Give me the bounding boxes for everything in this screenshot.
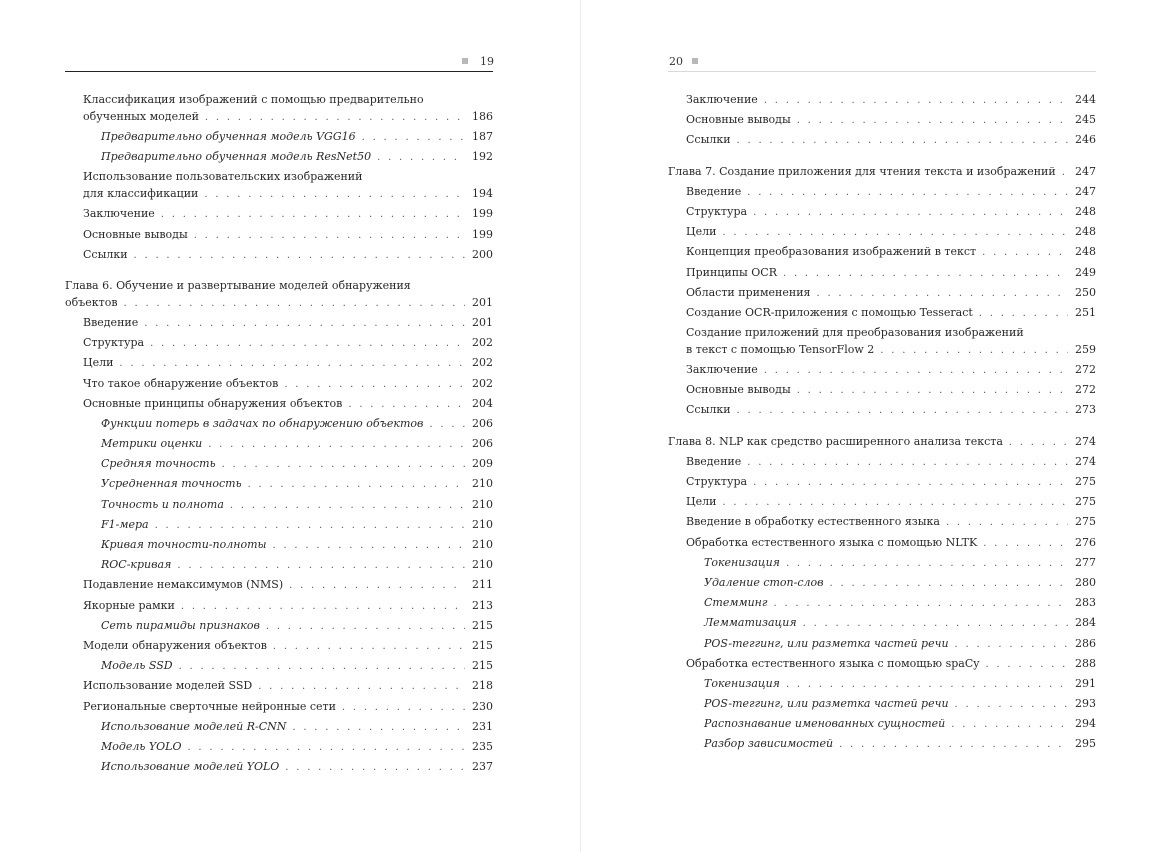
- toc-page-number: 210: [472, 497, 493, 511]
- leader-dots: [362, 131, 465, 145]
- toc-entry-label: Подавление немаксимумов (NMS): [83, 578, 284, 592]
- leader-dots: [979, 307, 1068, 321]
- leader-dots: [150, 337, 465, 351]
- toc-entry-line1: Классификация изображений с помощью предварительно: [83, 93, 424, 106]
- toc-entry[interactable]: [65, 207, 493, 227]
- leader-dots: [722, 226, 1068, 240]
- toc-entry-label: Усредненная точность: [101, 477, 242, 491]
- toc-entry-label: Принципы OCR: [686, 265, 778, 279]
- toc-entry[interactable]: [65, 228, 493, 248]
- toc-page-number: 245: [1075, 113, 1096, 127]
- toc-page-number: 248: [1075, 225, 1096, 239]
- toc-entry-label: Использование моделей YOLO: [101, 760, 280, 774]
- leader-dots: [161, 208, 465, 222]
- toc-entry[interactable]: [65, 130, 493, 150]
- toc-entry[interactable]: [668, 576, 1096, 596]
- toc-entry-label: Ссылки: [686, 133, 731, 147]
- header-rule: [668, 71, 1096, 72]
- toc-entry[interactable]: [668, 113, 1096, 133]
- leader-dots: [786, 557, 1068, 571]
- toc-page-number: 199: [472, 227, 493, 241]
- toc-entry[interactable]: [668, 225, 1096, 245]
- toc-entry[interactable]: [668, 286, 1096, 306]
- leader-dots: [177, 559, 465, 573]
- toc-page-number: 210: [472, 517, 493, 531]
- leader-dots: [839, 738, 1068, 752]
- toc-entry-label: Модель YOLO: [101, 739, 182, 753]
- leader-dots: [285, 761, 465, 775]
- toc-entry[interactable]: [65, 558, 493, 578]
- leader-dots: [292, 721, 465, 735]
- toc-entry-label: Структура: [686, 204, 748, 218]
- toc-page-number: 284: [1075, 616, 1096, 630]
- toc-page-number: 211: [472, 578, 493, 592]
- leader-dots: [985, 658, 1068, 672]
- toc-entry[interactable]: [668, 637, 1096, 657]
- toc-entry[interactable]: [65, 248, 493, 268]
- leader-dots: [342, 701, 465, 715]
- toc-entry-label: для классификации: [83, 187, 199, 201]
- toc-entry[interactable]: [65, 700, 493, 720]
- leader-dots: [737, 404, 1068, 418]
- toc-page-number: 286: [1075, 636, 1096, 650]
- toc-entry[interactable]: [668, 133, 1096, 153]
- leader-dots: [783, 267, 1068, 281]
- leader-dots: [946, 516, 1068, 530]
- toc-page-number: 186: [472, 110, 493, 123]
- toc-entry-label: Структура: [686, 475, 748, 488]
- toc-entry-label: обученных моделей: [83, 110, 199, 123]
- leader-dots: [1009, 436, 1068, 450]
- toc-page-number: 210: [472, 538, 493, 551]
- toc-entry-label: в текст с помощью TensorFlow 2: [686, 343, 875, 357]
- toc-entry-label: Цели: [686, 225, 717, 239]
- toc-entry[interactable]: [668, 515, 1096, 535]
- toc-entry[interactable]: [668, 677, 1096, 697]
- toc-page-number: 272: [1075, 363, 1096, 377]
- toc-page-number: 204: [472, 396, 493, 410]
- toc-entry[interactable]: [668, 93, 1096, 113]
- toc-entry-label: Якорные рамки: [83, 598, 175, 612]
- toc-entry[interactable]: [65, 336, 493, 356]
- toc-entry-label: Использование моделей SSD: [83, 679, 253, 693]
- toc-page-number: 202: [472, 356, 493, 370]
- toc-entry[interactable]: [668, 245, 1096, 265]
- book-gutter: [580, 0, 581, 852]
- toc-chapter-entry[interactable]: [668, 165, 1096, 185]
- toc-entry[interactable]: [668, 185, 1096, 205]
- toc-entry[interactable]: [668, 536, 1096, 556]
- page-marker-square: [692, 58, 698, 64]
- toc-page-number: 249: [1075, 265, 1096, 279]
- toc-page-number: 210: [472, 477, 493, 491]
- leader-dots: [797, 114, 1068, 128]
- toc-entry[interactable]: [668, 403, 1096, 423]
- toc-entry-label: Обработка естественного языка с помощью spaCy: [686, 656, 980, 670]
- toc-page-number: 291: [1075, 676, 1096, 690]
- toc-page-number: 192: [472, 150, 493, 164]
- leader-dots: [803, 617, 1068, 631]
- toc-entry[interactable]: [668, 326, 1096, 363]
- leader-dots: [204, 188, 465, 202]
- left-page: [0, 0, 580, 852]
- toc-entry[interactable]: [65, 679, 493, 699]
- toc-entry-label: Удаление стоп-слов: [704, 575, 824, 589]
- toc-page-number: 206: [472, 416, 493, 430]
- toc-page-number: 288: [1075, 656, 1096, 670]
- leader-dots: [248, 478, 465, 492]
- toc-page-number: 235: [472, 739, 493, 753]
- toc-entry-label: Области применения: [686, 285, 811, 299]
- toc-page-number: 276: [1075, 535, 1096, 549]
- toc-entry-label: Введение в обработку естественного языка: [686, 515, 940, 529]
- toc-entry-label: Модели обнаружения объектов: [83, 638, 267, 652]
- toc-page-number: 250: [1075, 285, 1096, 299]
- toc-entry[interactable]: [65, 477, 493, 497]
- toc-chapter-entry[interactable]: [668, 435, 1096, 455]
- toc-entry-label: Лемматизация: [704, 616, 797, 630]
- leader-dots: [194, 229, 465, 243]
- toc-page-number: 247: [1075, 184, 1096, 198]
- leader-dots: [134, 249, 465, 263]
- toc-entry-label: Основные выводы: [686, 383, 791, 397]
- toc-entry-label: ROC-кривая: [101, 558, 172, 572]
- toc-entry[interactable]: [65, 93, 493, 130]
- toc-entry-label: Заключение: [83, 207, 155, 221]
- leader-dots: [258, 680, 465, 694]
- leader-dots: [119, 357, 465, 371]
- leader-dots: [187, 741, 465, 755]
- toc-entry-line1: Создание приложений для преобразования изображений: [686, 326, 1024, 340]
- toc-entry[interactable]: [65, 150, 493, 170]
- toc-entry-label: Заключение: [686, 93, 758, 106]
- toc-page-number: 202: [472, 336, 493, 350]
- toc-entry-label: Концепция преобразования изображений в текст: [686, 245, 977, 259]
- leader-dots: [289, 579, 465, 593]
- leader-dots: [951, 718, 1068, 732]
- toc-page-number: 187: [472, 130, 493, 143]
- right-page: [583, 0, 1166, 852]
- toc-list: [668, 93, 1096, 758]
- toc-entry-label: Введение: [686, 454, 742, 468]
- toc-entry[interactable]: [668, 737, 1096, 757]
- leader-dots: [205, 111, 465, 125]
- toc-entry-label: Основные выводы: [686, 113, 791, 127]
- toc-page-number: 215: [472, 659, 493, 673]
- leader-dots: [786, 678, 1068, 692]
- toc-page-number: 199: [472, 207, 493, 221]
- toc-page-number: 277: [1075, 555, 1096, 569]
- toc-entry[interactable]: [65, 740, 493, 760]
- toc-page-number: 209: [472, 457, 493, 471]
- toc-entry[interactable]: [65, 417, 493, 437]
- toc-entry-label: Основные выводы: [83, 227, 188, 241]
- toc-entry-label: Что такое обнаружение объектов: [83, 376, 279, 390]
- toc-page-number: 237: [472, 760, 493, 774]
- toc-entry[interactable]: [668, 495, 1096, 515]
- leader-dots: [774, 597, 1069, 611]
- header-rule: [65, 71, 493, 72]
- leader-dots: [181, 600, 465, 614]
- toc-entry[interactable]: [668, 205, 1096, 225]
- toc-page-number: 274: [1075, 434, 1096, 448]
- toc-entry-label: Цели: [83, 356, 114, 370]
- leader-dots: [429, 418, 465, 432]
- toc-entry[interactable]: [65, 599, 493, 619]
- toc-page-number: 251: [1075, 305, 1096, 319]
- toc-entry[interactable]: [668, 475, 1096, 495]
- toc-entry[interactable]: [668, 657, 1096, 677]
- leader-dots: [747, 456, 1068, 470]
- toc-entry-label: Цели: [686, 495, 717, 509]
- toc-entry[interactable]: [65, 397, 493, 417]
- leader-dots: [348, 398, 465, 412]
- leader-dots: [179, 660, 465, 674]
- toc-entry[interactable]: [65, 518, 493, 538]
- toc-page-number: 210: [472, 558, 493, 572]
- toc-entry[interactable]: [668, 556, 1096, 576]
- toc-entry-label: Глава 8. NLP как средство расширенного анализа текста: [668, 434, 1003, 448]
- leader-dots: [764, 364, 1068, 378]
- leader-dots: [764, 94, 1068, 108]
- toc-page-number: 247: [1075, 164, 1096, 178]
- leader-dots: [273, 539, 465, 553]
- toc-entry-label: POS-теггинг, или разметка частей речи: [704, 636, 949, 650]
- toc-page-number: 275: [1075, 475, 1096, 488]
- toc-entry-label: Метрики оценки: [101, 437, 203, 451]
- toc-entry-label: Предварительно обученная модель ResNet50: [101, 150, 372, 164]
- toc-page-number: 272: [1075, 383, 1096, 397]
- toc-entry-label: Стемминг: [704, 596, 768, 610]
- toc-list: [65, 93, 493, 780]
- toc-entry[interactable]: [668, 306, 1096, 326]
- toc-entry[interactable]: [668, 717, 1096, 737]
- toc-page-number: 200: [472, 247, 493, 261]
- leader-dots: [377, 151, 465, 165]
- toc-page-number: 202: [472, 376, 493, 390]
- leader-dots: [722, 496, 1068, 510]
- toc-entry[interactable]: [65, 659, 493, 679]
- toc-entry[interactable]: [668, 266, 1096, 286]
- toc-entry-label: Структура: [83, 336, 145, 350]
- toc-entry[interactable]: [668, 363, 1096, 383]
- leader-dots: [816, 287, 1068, 301]
- toc-entry[interactable]: [65, 538, 493, 558]
- toc-entry[interactable]: [65, 457, 493, 477]
- toc-page-number: 246: [1075, 133, 1096, 147]
- leader-dots: [753, 206, 1068, 220]
- page-number: 19: [480, 55, 494, 68]
- toc-page-number: 259: [1075, 343, 1096, 357]
- toc-entry-label: Токенизация: [704, 555, 780, 569]
- toc-entry-label: POS-теггинг, или разметка частей речи: [704, 697, 949, 711]
- toc-entry-label: Распознавание именованных сущностей: [704, 717, 946, 731]
- toc-entry-line1: Использование пользовательских изображений: [83, 170, 363, 184]
- toc-entry[interactable]: [65, 377, 493, 397]
- toc-page-number: 194: [472, 187, 493, 201]
- toc-entry[interactable]: [65, 498, 493, 518]
- leader-dots: [273, 640, 465, 654]
- leader-dots: [797, 384, 1068, 398]
- toc-entry[interactable]: [65, 316, 493, 336]
- toc-entry-label: Ссылки: [686, 403, 731, 417]
- toc-entry[interactable]: [668, 697, 1096, 717]
- toc-entry[interactable]: [668, 596, 1096, 616]
- leader-dots: [208, 438, 465, 452]
- toc-entry-label: объектов: [65, 295, 118, 309]
- toc-page-number: 280: [1075, 575, 1096, 589]
- toc-page-number: 274: [1075, 454, 1096, 468]
- leader-dots: [747, 186, 1068, 200]
- toc-entry-label: Основные принципы обнаружения объектов: [83, 396, 343, 410]
- leader-dots: [880, 344, 1068, 358]
- leader-dots: [983, 537, 1068, 551]
- toc-page-number: 248: [1075, 245, 1096, 259]
- toc-page-number: 293: [1075, 697, 1096, 711]
- toc-page-number: 201: [472, 315, 493, 329]
- toc-page-number: 230: [472, 699, 493, 713]
- leader-dots: [222, 458, 465, 472]
- toc-chapter-entry[interactable]: [65, 279, 493, 316]
- toc-page-number: 215: [472, 638, 493, 652]
- page-marker-square: [462, 58, 468, 64]
- leader-dots: [230, 499, 465, 513]
- leader-dots: [284, 378, 465, 392]
- toc-entry-label: Глава 7. Создание приложения для чтения текста и изображений: [668, 164, 1056, 178]
- toc-entry-label: Точность и полнота: [101, 497, 224, 511]
- toc-entry-label: Кривая точности-полноты: [101, 538, 267, 551]
- toc-entry[interactable]: [65, 760, 493, 780]
- leader-dots: [155, 519, 465, 533]
- toc-entry-label: Введение: [686, 184, 742, 198]
- toc-page-number: 275: [1075, 515, 1096, 529]
- toc-entry-label: Региональные сверточные нейронные сети: [83, 699, 336, 713]
- toc-entry[interactable]: [668, 455, 1096, 475]
- toc-page-number: 215: [472, 618, 493, 632]
- toc-entry[interactable]: [65, 170, 493, 207]
- toc-entry[interactable]: [668, 383, 1096, 403]
- leader-dots: [144, 317, 465, 331]
- toc-entry-label: Функции потерь в задачах по обнаружению объектов: [101, 416, 424, 430]
- toc-page-number: 201: [472, 295, 493, 309]
- toc-entry-label: Заключение: [686, 363, 758, 377]
- toc-entry-label: Модель SSD: [101, 659, 173, 673]
- toc-page-number: 275: [1075, 495, 1096, 509]
- toc-entry[interactable]: [65, 619, 493, 639]
- toc-entry[interactable]: [65, 437, 493, 457]
- toc-entry-label: Предварительно обученная модель VGG16: [101, 130, 356, 143]
- toc-page-number: 295: [1075, 737, 1096, 751]
- leader-dots: [753, 476, 1068, 490]
- toc-entry-line1: Глава 6. Обучение и развертывание моделей обнаружения: [65, 278, 411, 292]
- toc-entry-label: Разбор зависимостей: [704, 737, 834, 751]
- toc-entry[interactable]: [668, 616, 1096, 636]
- toc-entry-label: Ссылки: [83, 247, 128, 261]
- toc-entry-label: Введение: [83, 315, 139, 329]
- toc-entry-label: Сеть пирамиды признаков: [101, 618, 260, 632]
- toc-page-number: 248: [1075, 204, 1096, 218]
- toc-page-number: 273: [1075, 403, 1096, 417]
- toc-page-number: 244: [1075, 93, 1096, 106]
- toc-page-number: 213: [472, 598, 493, 612]
- toc-entry[interactable]: [65, 639, 493, 659]
- toc-entry-label: Токенизация: [704, 676, 780, 690]
- page-number: 20: [669, 55, 683, 68]
- toc-entry-label: Средняя точность: [101, 457, 216, 471]
- leader-dots: [266, 620, 465, 634]
- toc-entry[interactable]: [65, 356, 493, 376]
- toc-page-number: 218: [472, 679, 493, 693]
- leader-dots: [830, 577, 1068, 591]
- toc-entry-label: Использование моделей R-CNN: [101, 719, 287, 733]
- toc-entry-label: Создание OCR-приложения с помощью Tesseract: [686, 305, 973, 319]
- leader-dots: [955, 638, 1068, 652]
- toc-entry[interactable]: [65, 578, 493, 598]
- toc-entry-label: Обработка естественного языка с помощью NLTK: [686, 535, 978, 549]
- toc-entry[interactable]: [65, 720, 493, 740]
- toc-page-number: 206: [472, 437, 493, 451]
- toc-entry-label: F1-мера: [101, 517, 149, 531]
- toc-page-number: 294: [1075, 717, 1096, 731]
- leader-dots: [982, 246, 1068, 260]
- toc-page-number: 283: [1075, 596, 1096, 610]
- toc-page-number: 231: [472, 719, 493, 733]
- leader-dots: [955, 698, 1068, 712]
- leader-dots: [737, 134, 1068, 148]
- leader-dots: [124, 297, 465, 311]
